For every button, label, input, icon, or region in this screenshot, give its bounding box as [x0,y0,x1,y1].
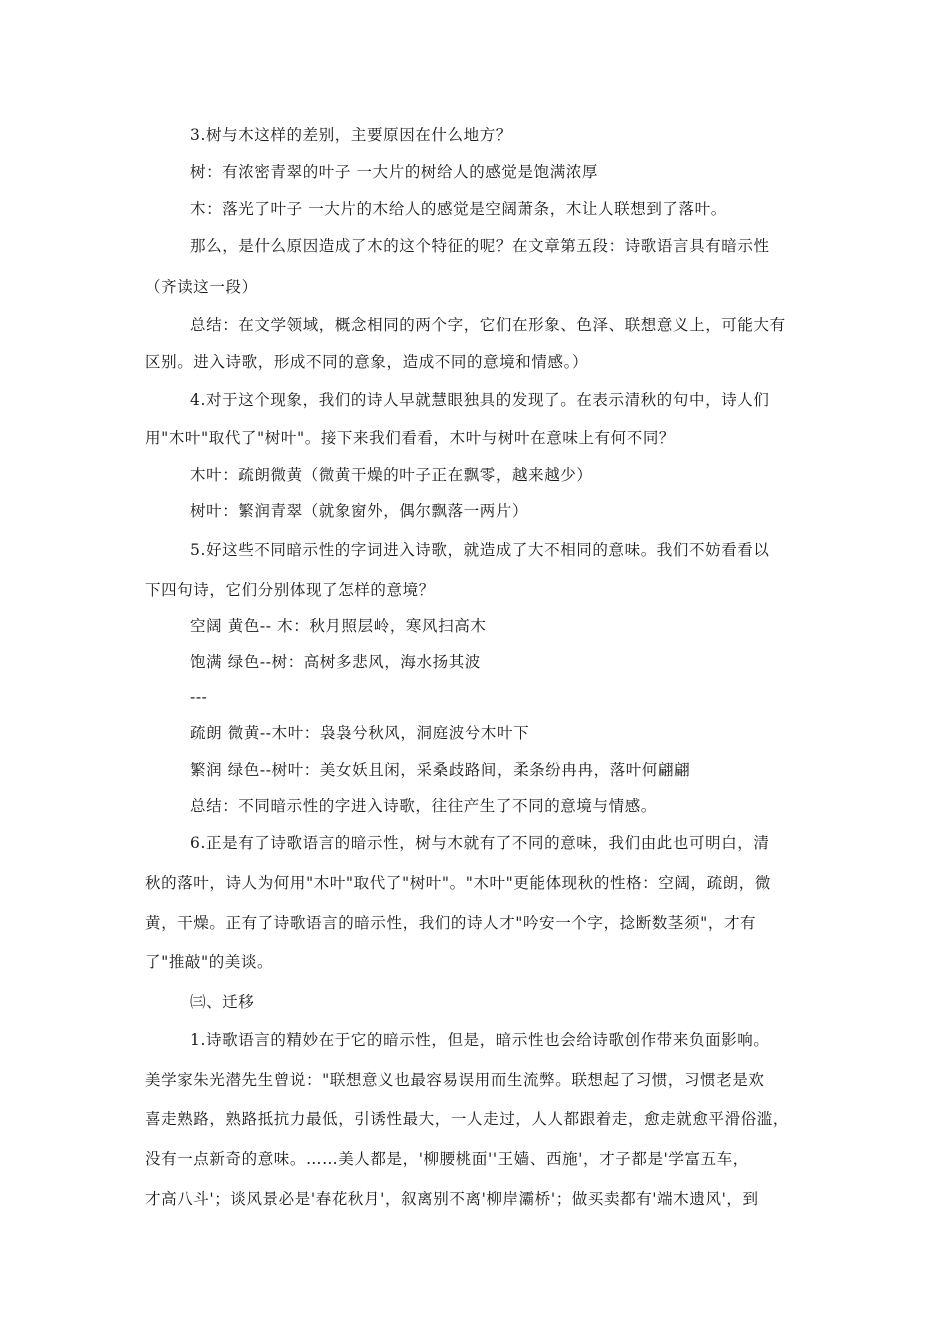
paragraph-line: 了"推敲"的美谈。 [145,953,274,971]
paragraph-line: 饱满 绿色--树：高树多悲风，海水扬其波 [190,653,481,671]
paragraph-line: 4.对于这个现象，我们的诗人早就慧眼独具的发现了。在表示清秋的句中，诗人们 [190,391,770,409]
paragraph-line: 1.诗歌语言的精妙在于它的暗示性，但是，暗示性也会给诗歌创作带来负面影响。 [190,1031,770,1049]
paragraph-line: 树：有浓密青翠的叶子 一大片的树给人的感觉是饱满浓厚 [190,163,599,181]
paragraph-line: --- [190,688,208,706]
paragraph-line: 美学家朱光潜先生曾说："联想意义也最容易误用而生流弊。联想起了习惯，习惯老是欢 [145,1071,765,1089]
paragraph-line: 黄，干燥。正有了诗歌语言的暗示性，我们的诗人才"吟安一个字，捻断数茎须"，才有 [145,914,757,932]
paragraph-line: 下四句诗，它们分别体现了怎样的意境？ [145,581,435,599]
paragraph-line: 5.好这些不同暗示性的字词进入诗歌，就造成了大不相同的意味。我们不妨看看以 [190,541,770,559]
paragraph-line: 才高八斗'；谈风景必是'春花秋月'，叙离别不离'柳岸灞桥'；做买卖都有'端木遗风'，到 [145,1190,759,1208]
paragraph-line: 没有一点新奇的意味。……美人都是，'柳腰桃面''王嫱、西施'，才子都是'学富五车， [145,1150,749,1168]
section-heading: ㈢、迁移 [190,993,255,1011]
paragraph-line: 总结：不同暗示性的字进入诗歌，往往产生了不同的意境与情感。 [190,797,657,815]
paragraph-line: （齐读这一段） [145,278,258,296]
paragraph-line: 空阔 黄色-- 木：秋月照层岭，寒风扫高木 [190,617,487,635]
paragraph-line: 6.正是有了诗歌语言的暗示性，树与木就有了不同的意味，我们由此也可明白，清 [190,834,770,852]
paragraph-line: 树叶：繁润青翠（就象窗外，偶尔飘落一两片） [190,502,529,520]
paragraph-line: 秋的落叶，诗人为何用"木叶"取代了"树叶"。"木叶"更能体现秋的性格：空阔，疏朗，微 [145,874,771,892]
paragraph-line: 总结：在文学领域，概念相同的两个字，它们在形象、色泽、联想意义上，可能大有 [190,316,786,334]
paragraph-line: 木：落光了叶子 一大片的木给人的感觉是空阔萧条，木让人联想到了落叶。 [190,200,727,218]
paragraph-line: 疏朗 微黄--木叶：袅袅兮秋风，洞庭波兮木叶下 [190,724,530,742]
paragraph-line: 区别。进入诗歌，形成不同的意象，造成不同的意境和情感。） [145,353,589,371]
paragraph-line: 那么，是什么原因造成了木的这个特征的呢？在文章第五段：诗歌语言具有暗示性 [190,237,770,255]
paragraph-line: 3.树与木这样的差别，主要原因在什么地方？ [190,126,512,144]
paragraph-line: 木叶：疏朗微黄（微黄干燥的叶子正在飘零，越来越少） [190,466,593,484]
paragraph-line: 用"木叶"取代了"树叶"。接下来我们看看，木叶与树叶在意味上有何不同？ [145,429,676,447]
paragraph-line: 繁润 绿色--树叶：美女妖且闲，采桑歧路间，柔条纷冉冉，落叶何翩翩 [190,761,691,779]
paragraph-line: 喜走熟路，熟路抵抗力最低，引诱性最大，一人走过，人人都跟着走，愈走就愈平滑俗滥， [145,1110,790,1128]
